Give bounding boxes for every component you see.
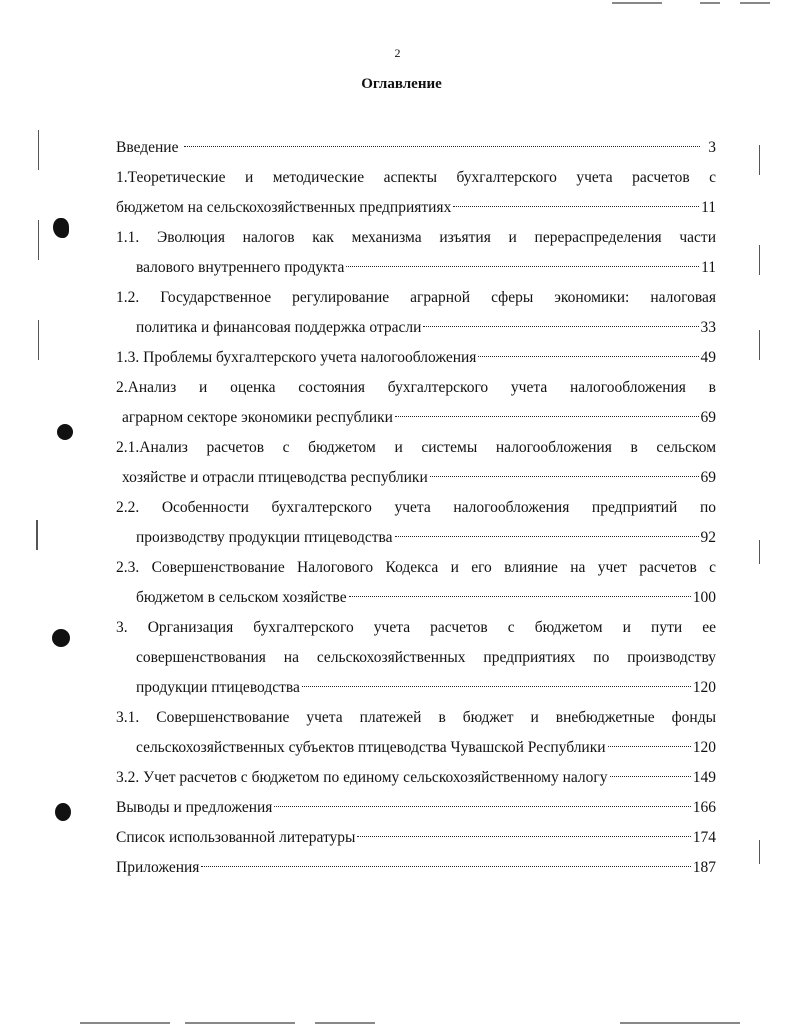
toc-entry-title: 2.Анализ и оценка состояния бухгалтерского учета налогообложения в <box>116 379 716 396</box>
toc-entry-chapter-2 <box>116 373 716 433</box>
toc-entry-introduction <box>116 133 716 163</box>
toc-entry-section-1-3 <box>116 343 716 373</box>
toc-entry-page: 11 <box>701 259 716 276</box>
toc-entry-title: 1.3. Проблемы бухгалтерского учета налогообложения <box>116 349 477 366</box>
dot-leader <box>349 595 691 597</box>
dot-leader <box>610 775 691 777</box>
toc-entry-page: 149 <box>692 769 716 786</box>
toc-entry-title: Выводы и предложения <box>116 799 273 816</box>
scan-edge-line <box>80 1022 170 1024</box>
toc-entry-page: 69 <box>700 469 716 486</box>
toc-entry-title: 1.1. Эволюция налогов как механизма изъятия и перераспределения части <box>116 229 716 246</box>
toc-entry-title-cont: политика и финансовая поддержка отрасли <box>136 319 422 336</box>
toc-entry-title-cont: бюджетом на сельскохозяйственных предприятиях <box>116 199 452 216</box>
toc-entry-title: 3.2. Учет расчетов с бюджетом по единому сельскохозяйственному налогу <box>116 769 608 786</box>
scan-edge-line <box>620 1022 740 1024</box>
toc-entry-title: Приложения <box>116 859 200 876</box>
toc-entry-page: 174 <box>692 829 716 846</box>
toc-entry-page: 33 <box>700 319 716 336</box>
dot-leader <box>395 535 699 537</box>
scan-edge-line <box>185 1022 295 1024</box>
toc-entry-page: 120 <box>692 739 716 756</box>
margin-mark <box>759 245 760 275</box>
toc-entry-section-2-3 <box>116 553 716 613</box>
scan-edge-line <box>315 1022 375 1024</box>
scan-edge-line <box>740 2 770 4</box>
dot-leader <box>423 325 698 327</box>
toc-entry-title-cont: совершенствования на сельскохозяйственных предприятиях по производству <box>136 649 716 666</box>
toc-entry-section-3-2 <box>116 763 716 793</box>
dot-leader <box>395 415 699 417</box>
dot-leader <box>274 805 690 807</box>
toc-entry-chapter-3 <box>116 613 716 703</box>
toc-entry-title: Список использованной литературы <box>116 829 356 846</box>
toc-entry-title: 2.1.Анализ расчетов с бюджетом и системы налогообложения в сельском <box>116 439 716 456</box>
page-title: Оглавление <box>361 76 442 92</box>
scan-edge-line <box>612 2 662 4</box>
dot-leader <box>302 685 691 687</box>
margin-mark <box>38 220 39 260</box>
table-of-contents <box>116 133 716 883</box>
toc-entry-section-1-1 <box>116 223 716 283</box>
toc-entry-section-3-1 <box>116 703 716 763</box>
margin-mark <box>759 540 760 564</box>
dot-leader <box>453 205 699 207</box>
toc-entry-title: 2.2. Особенности бухгалтерского учета налогообложения предприятий по <box>116 499 716 516</box>
toc-entry-conclusions <box>116 793 716 823</box>
toc-entry-page: 187 <box>692 859 716 876</box>
toc-entry-page: 100 <box>692 589 716 606</box>
toc-entry-title-cont: аграрном секторе экономики республики <box>122 409 393 426</box>
toc-entry-title: 3. Организация бухгалтерского учета расчетов с бюджетом и пути ее <box>116 619 716 636</box>
dot-leader <box>346 265 699 267</box>
dot-leader <box>430 475 699 477</box>
toc-entry-title-cont: валового внутреннего продукта <box>136 259 345 276</box>
punch-hole-blot <box>55 803 71 821</box>
toc-entry-section-1-2 <box>116 283 716 343</box>
toc-entry-chapter-1 <box>116 163 716 223</box>
punch-hole-blot <box>57 424 73 440</box>
toc-entry-page: 120 <box>692 679 716 696</box>
toc-entry-page: 92 <box>700 529 716 546</box>
dot-leader <box>608 745 691 747</box>
dot-leader <box>201 865 690 867</box>
toc-entry-section-2-2 <box>116 493 716 553</box>
margin-mark <box>759 840 760 864</box>
toc-entry-page: 11 <box>701 199 716 216</box>
toc-entry-title: Введение <box>116 139 179 156</box>
toc-entry-title-cont: бюджетом в сельском хозяйстве <box>136 589 347 606</box>
toc-entry-page: 69 <box>700 409 716 426</box>
toc-entry-appendices <box>116 853 716 883</box>
margin-mark <box>38 130 39 170</box>
margin-mark <box>759 145 760 175</box>
toc-entry-title: 1.Теоретические и методические аспекты бухгалтерского учета расчетов с <box>116 169 716 186</box>
punch-hole-blot <box>52 629 70 647</box>
toc-entry-section-2-1 <box>116 433 716 493</box>
toc-entry-title-cont: продукции птицеводства <box>136 679 300 696</box>
toc-entry-title-cont: производству продукции птицеводства <box>136 529 393 546</box>
dot-leader <box>478 355 698 357</box>
toc-entry-title-cont: хозяйстве и отрасли птицеводства республики <box>122 469 428 486</box>
toc-entry-title: 3.1. Совершенствование учета платежей в бюджет и внебюджетные фонды <box>116 709 716 726</box>
page-number: 2 <box>394 46 401 60</box>
dot-leader <box>184 145 700 147</box>
punch-hole-blot <box>53 218 69 238</box>
margin-mark <box>759 330 760 360</box>
toc-entry-title: 1.2. Государственное регулирование аграрной сферы экономики: налоговая <box>116 289 716 306</box>
toc-entry-title: 2.3. Совершенствование Налогового Кодекса и его влияние на учет расчетов с <box>116 559 716 576</box>
toc-entry-page: 3 <box>708 139 716 156</box>
toc-entry-title-cont: сельскохозяйственных субъектов птицеводства Чувашской Республики <box>136 739 606 756</box>
scan-edge-line <box>700 2 720 4</box>
toc-entry-references <box>116 823 716 853</box>
dot-leader <box>357 835 690 837</box>
margin-mark <box>38 320 39 360</box>
toc-entry-page: 166 <box>692 799 716 816</box>
toc-entry-page: 49 <box>700 349 716 366</box>
margin-mark <box>36 520 38 550</box>
